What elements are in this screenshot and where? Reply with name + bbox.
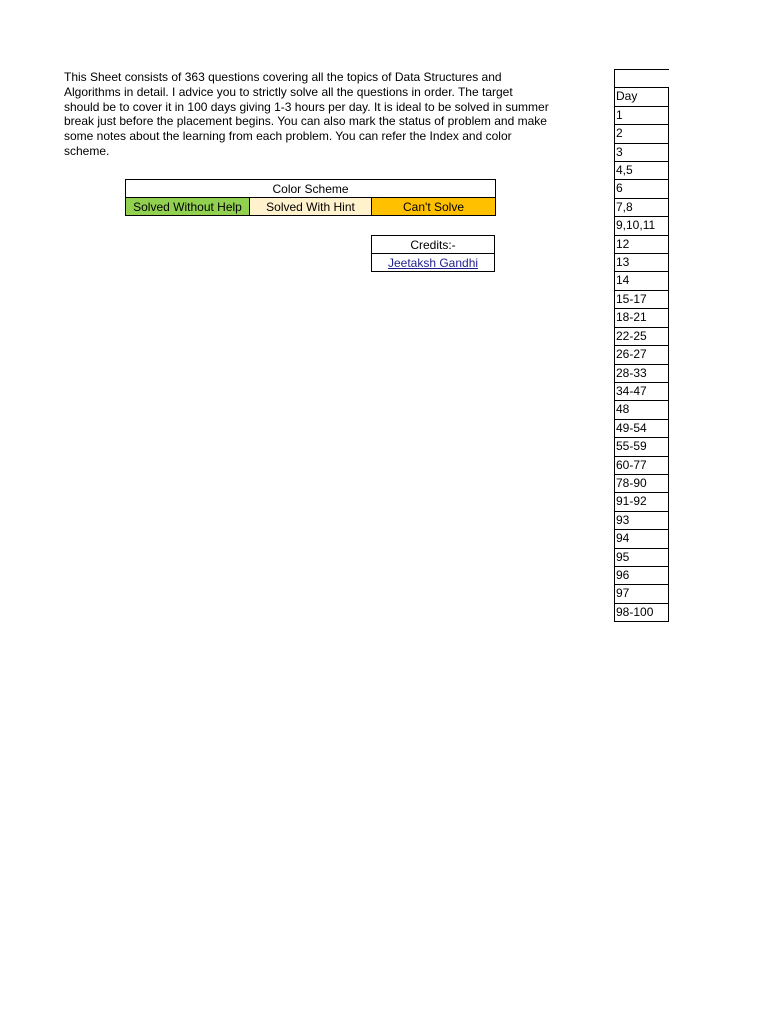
day-table-row: [615, 346, 669, 364]
credits-title[interactable]: Credits:-: [372, 236, 495, 254]
day-table-row: [615, 106, 669, 124]
day-cell[interactable]: 14: [615, 272, 669, 290]
day-table-row: [615, 493, 669, 511]
day-table-row: [615, 401, 669, 419]
day-table-row: [615, 585, 669, 603]
day-table-row: [615, 254, 669, 272]
color-scheme-header-row: [126, 180, 496, 198]
day-table-header-row: [615, 88, 669, 106]
day-table-row: [615, 327, 669, 345]
day-table-row: [615, 456, 669, 474]
color-scheme-legend-row: [126, 198, 496, 216]
day-table-row: [615, 272, 669, 290]
day-cell[interactable]: 22-25: [615, 327, 669, 345]
day-table-row: [615, 125, 669, 143]
day-header-cell[interactable]: Day: [615, 88, 669, 106]
day-table-row: [615, 309, 669, 327]
day-table-row: [615, 419, 669, 437]
day-table-row: [615, 198, 669, 216]
day-cell[interactable]: 9,10,11: [615, 217, 669, 235]
day-index-table: [614, 69, 669, 622]
day-table-row: [615, 217, 669, 235]
day-table-row: [615, 382, 669, 400]
day-cell[interactable]: 12: [615, 235, 669, 253]
day-cell[interactable]: 1: [615, 106, 669, 124]
color-scheme-title[interactable]: Color Scheme: [126, 180, 496, 198]
cant-solve-cell[interactable]: Can't Solve: [372, 198, 496, 216]
credits-author-cell[interactable]: [372, 254, 495, 272]
day-cell[interactable]: 7,8: [615, 198, 669, 216]
day-cell[interactable]: 26-27: [615, 346, 669, 364]
day-table-row: [615, 180, 669, 198]
day-cell[interactable]: 95: [615, 548, 669, 566]
credits-table: [371, 235, 495, 272]
day-cell[interactable]: 55-59: [615, 438, 669, 456]
day-table-row: [615, 530, 669, 548]
day-cell[interactable]: 93: [615, 511, 669, 529]
day-cell[interactable]: 94: [615, 530, 669, 548]
color-scheme-table: [125, 179, 496, 216]
day-table-blank-row: [615, 70, 669, 88]
day-cell[interactable]: 4,5: [615, 162, 669, 180]
day-table-row: [615, 566, 669, 584]
day-cell[interactable]: 18-21: [615, 309, 669, 327]
day-table-blank-cell[interactable]: [615, 70, 669, 88]
day-table-row: [615, 235, 669, 253]
day-cell[interactable]: 78-90: [615, 474, 669, 492]
day-cell[interactable]: 91-92: [615, 493, 669, 511]
day-cell[interactable]: 15-17: [615, 290, 669, 308]
day-cell[interactable]: 97: [615, 585, 669, 603]
day-table-row: [615, 603, 669, 621]
day-cell[interactable]: 6: [615, 180, 669, 198]
day-table-row: [615, 511, 669, 529]
day-cell[interactable]: 2: [615, 125, 669, 143]
intro-paragraph: This Sheet consists of 363 questions covering all the topics of Data Structures and Algorithms in detail. I advice you to strictly solve all the questions in order. The target should be to cover it in 100 days giving 1-3 hours per day. It is ideal to be solved in summer break just before the placement begins. You can also mark the status of problem and make some notes about the learning from each problem. You can refer the Index and color scheme.: [64, 70, 549, 158]
day-cell[interactable]: 98-100: [615, 603, 669, 621]
day-cell[interactable]: 49-54: [615, 419, 669, 437]
credits-author-link[interactable]: Jeetaksh Gandhi: [387, 255, 479, 270]
day-table-row: [615, 438, 669, 456]
day-cell[interactable]: 96: [615, 566, 669, 584]
day-table-row: [615, 162, 669, 180]
day-cell[interactable]: 48: [615, 401, 669, 419]
solved-without-help-cell[interactable]: Solved Without Help: [126, 198, 250, 216]
day-cell[interactable]: 28-33: [615, 364, 669, 382]
day-table-row: [615, 548, 669, 566]
day-cell[interactable]: 13: [615, 254, 669, 272]
day-table-row: [615, 364, 669, 382]
solved-with-hint-cell[interactable]: Solved With Hint: [250, 198, 372, 216]
day-table-row: [615, 143, 669, 161]
day-cell[interactable]: 3: [615, 143, 669, 161]
day-table-row: [615, 474, 669, 492]
day-table-row: [615, 290, 669, 308]
day-cell[interactable]: 60-77: [615, 456, 669, 474]
day-cell[interactable]: 34-47: [615, 382, 669, 400]
